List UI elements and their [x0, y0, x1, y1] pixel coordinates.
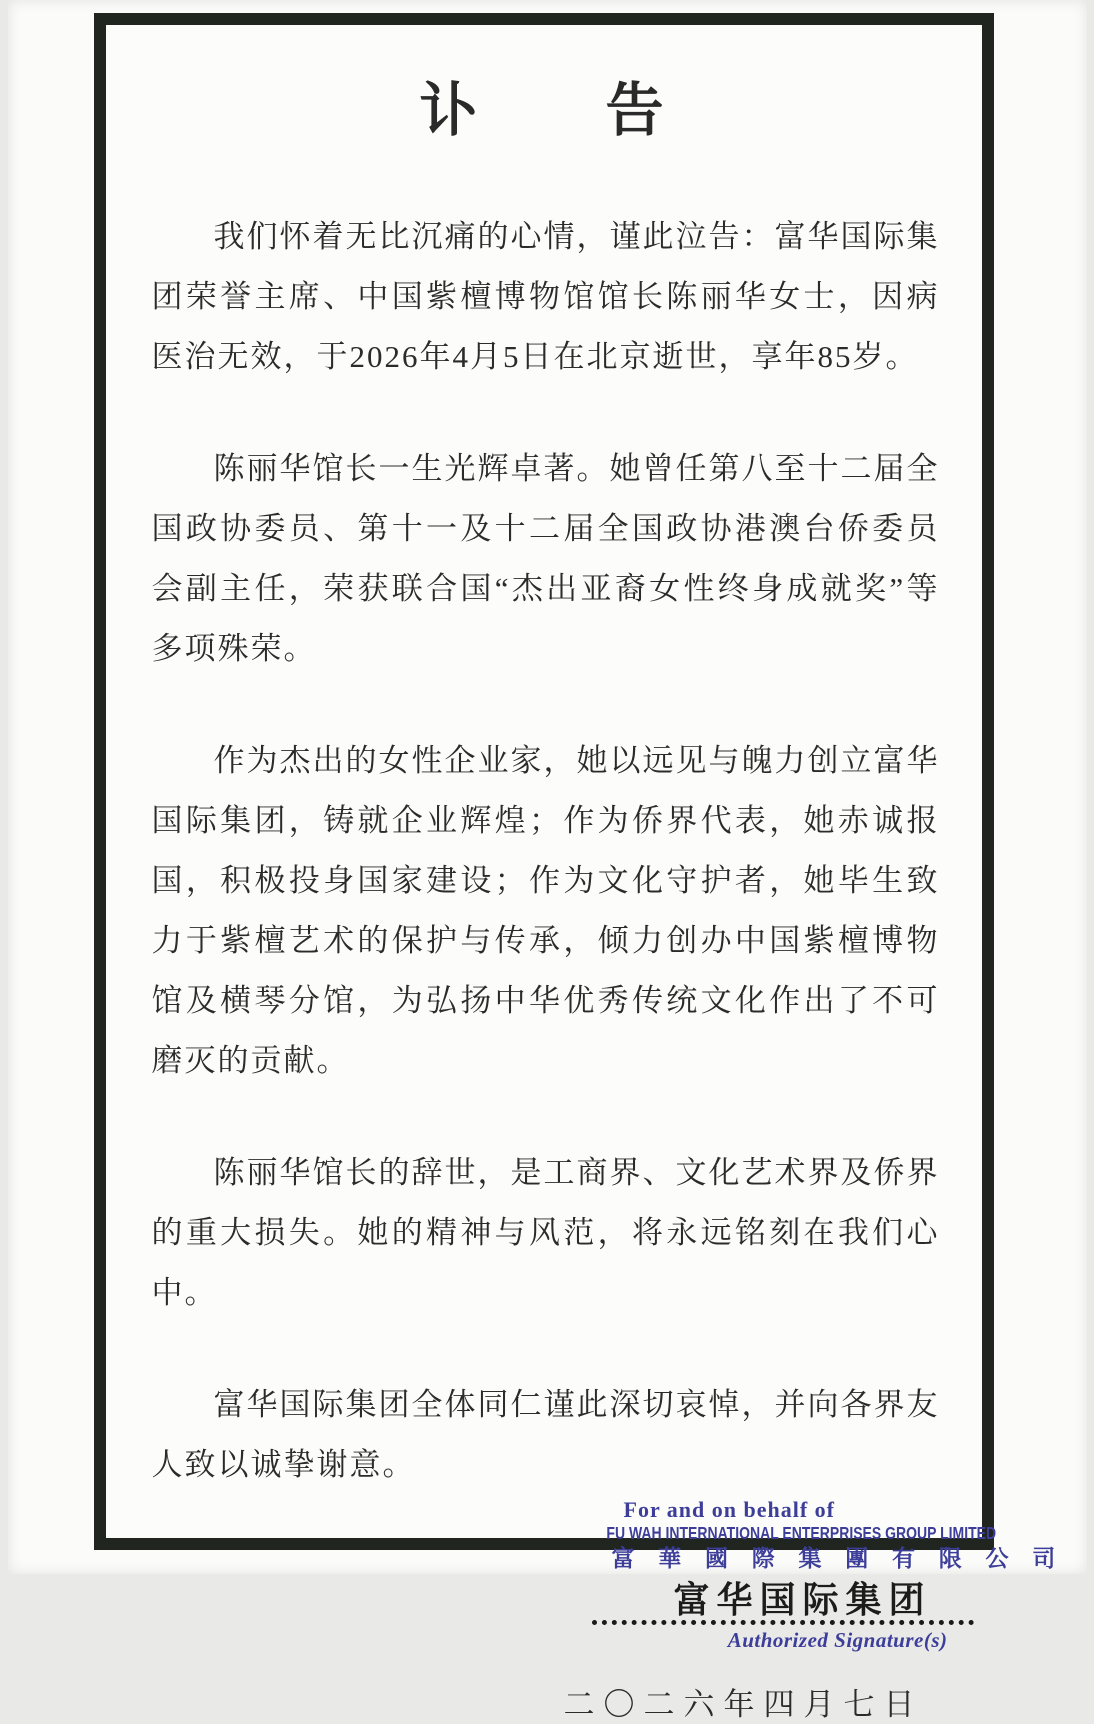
stamp-company-english: FU WAH INTERNATIONAL ENTERPRISES GROUP LIMITED	[605, 1523, 996, 1543]
stamp-company-traditional-chinese: 富 華 國 際 集 團 有 限 公 司	[611, 1546, 1065, 1571]
obituary-page	[8, 0, 1087, 1722]
paragraph-death-announcement: 我们怀着无比沉痛的心情，谨此泣告：富华国际集团荣誉主席、中国紫檀博物馆馆长陈丽华女士，因病医治无效，于2026年4月5日在北京逝世，享年85岁。	[151, 219, 940, 374]
signature-block	[592, 1497, 1065, 1653]
paragraph-gratitude: 富华国际集团全体同仁谨此深切哀悼，并向各界友人致以诚挚谢意。	[151, 1387, 940, 1482]
company-name-signature: 富华国际集团	[673, 1580, 932, 1620]
authorized-signature-label: Authorized Signature(s)	[727, 1628, 948, 1652]
paragraph-condolence: 陈丽华馆长的辞世，是工商界、文化艺术界及侨界的重大损失。她的精神与风范，将永远铭刻在我们心中。	[151, 1155, 940, 1310]
stamp-behalf-text: For and on behalf of	[623, 1497, 836, 1522]
obituary-date: 二〇二六年四月七日	[563, 1687, 924, 1722]
obituary-title: 讣 告	[419, 78, 668, 143]
paragraph-achievements: 作为杰出的女性企业家，她以远见与魄力创立富华国际集团，铸就企业辉煌；作为侨界代表，她赤诚报国，积极投身国家建设；作为文化守护者，她毕生致力于紫檀艺术的保护与传承，倾力创办中国紫檀博物馆及横琴分馆，为弘扬中华优秀传统文化作出了不可磨灭的贡献。	[151, 743, 940, 1078]
paragraph-honors: 陈丽华馆长一生光辉卓著。她曾任第八至十二届全国政协委员、第十一及十二届全国政协港澳台侨委员会副主任，荣获联合国“杰出亚裔女性终身成就奖”等多项殊荣。	[151, 451, 940, 666]
obituary-frame	[94, 13, 1065, 1722]
